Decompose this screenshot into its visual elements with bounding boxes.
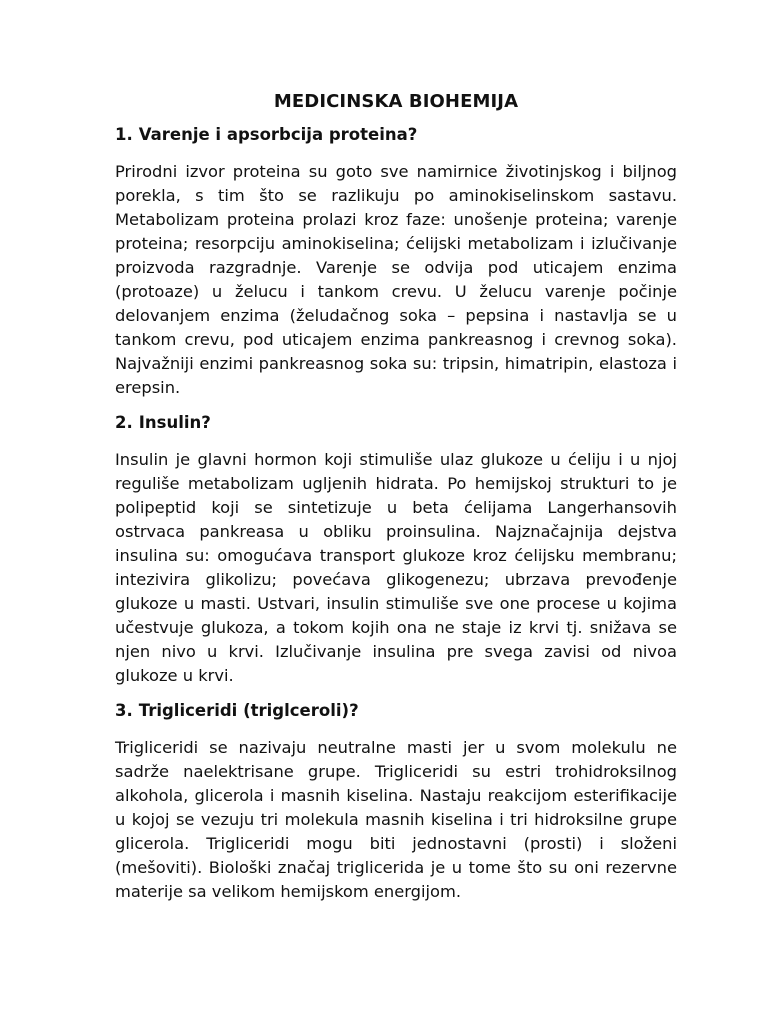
section-triglycerides [115, 700, 677, 904]
section-paragraph: Trigliceridi se nazivaju neutralne masti jer u svom molekulu ne sadrže naelektrisane grupe. Trigliceridi su estri trohidroksilnog alkohola, glicerola i masnih kiselina. Nastaju reakcijom esterifikacije u kojoj se vezuju tri molekula masnih kiselina i tri hidroksilne grupe glicerola. Trigliceridi mogu biti jednostavni (prosti) i složeni (mešoviti). Biološki značaj triglicerida je u tome što su oni rezervne materije sa velikom hemijskom energijom. [115, 738, 677, 901]
section-number: 3. [115, 701, 133, 720]
section-number: 2. [115, 413, 133, 432]
section-heading-text: Trigliceridi (triglceroli)? [138, 701, 359, 720]
section-paragraph: Insulin je glavni hormon koji stimuliše ulaz glukoze u ćeliju i u njoj reguliše metabolizam ugljenih hidrata. Po hemijskoj strukturi to je polipeptid koji se sintetizuje u beta ćelijama Langerhansovih ostrvaca pankreasa u obliku proinsulina. Najznačajnija dejstva insulina su: omogućava transport glukoze kroz ćelijsku membranu; intezivira glikolizu; povećava glikogenezu; ubrzava prevođenje glukoze u masti. Ustvari, insulin stimuliše sve one procese u kojima učestvuje glukoza, a tokom kojih ona ne staje iz krvi tj. snižava se njen nivo u krvi. Izlučivanje insulina pre svega zavisi od nivoa glukoze u krvi. [115, 450, 677, 685]
document-title: MEDICINSKA BIOHEMIJA [273, 91, 519, 112]
document-page [115, 90, 677, 916]
section-number: 1. [115, 125, 133, 144]
section-heading [115, 412, 677, 434]
section-heading [115, 700, 677, 722]
section-heading-text: Varenje i apsorbcija proteina? [138, 125, 418, 144]
section-insulin [115, 412, 677, 688]
section-protein-digestion [115, 124, 677, 400]
section-heading [115, 124, 677, 146]
section-heading-text: Insulin? [138, 413, 211, 432]
section-paragraph: Prirodni izvor proteina su goto sve namirnice životinjskog i biljnog porekla, s tim što se razlikuju po aminokiselinskom sastavu. Metabolizam proteina prolazi kroz faze: unošenje proteina; varenje proteina; resorpciju aminokiselina; ćelijski metabolizam i izlučivanje proizvoda razgradnje. Varenje se odvija pod uticajem enzima (protoaze) u želucu i tankom crevu. U želucu varenje počinje delovanjem enzima (želudačnog soka – pepsina i nastavlja se u tankom crevu, pod uticajem enzima pankreasnog i crevnog soka). Najvažniji enzimi pankreasnog soka su: tripsin, himatripin, elastoza i erepsin. [115, 162, 677, 397]
